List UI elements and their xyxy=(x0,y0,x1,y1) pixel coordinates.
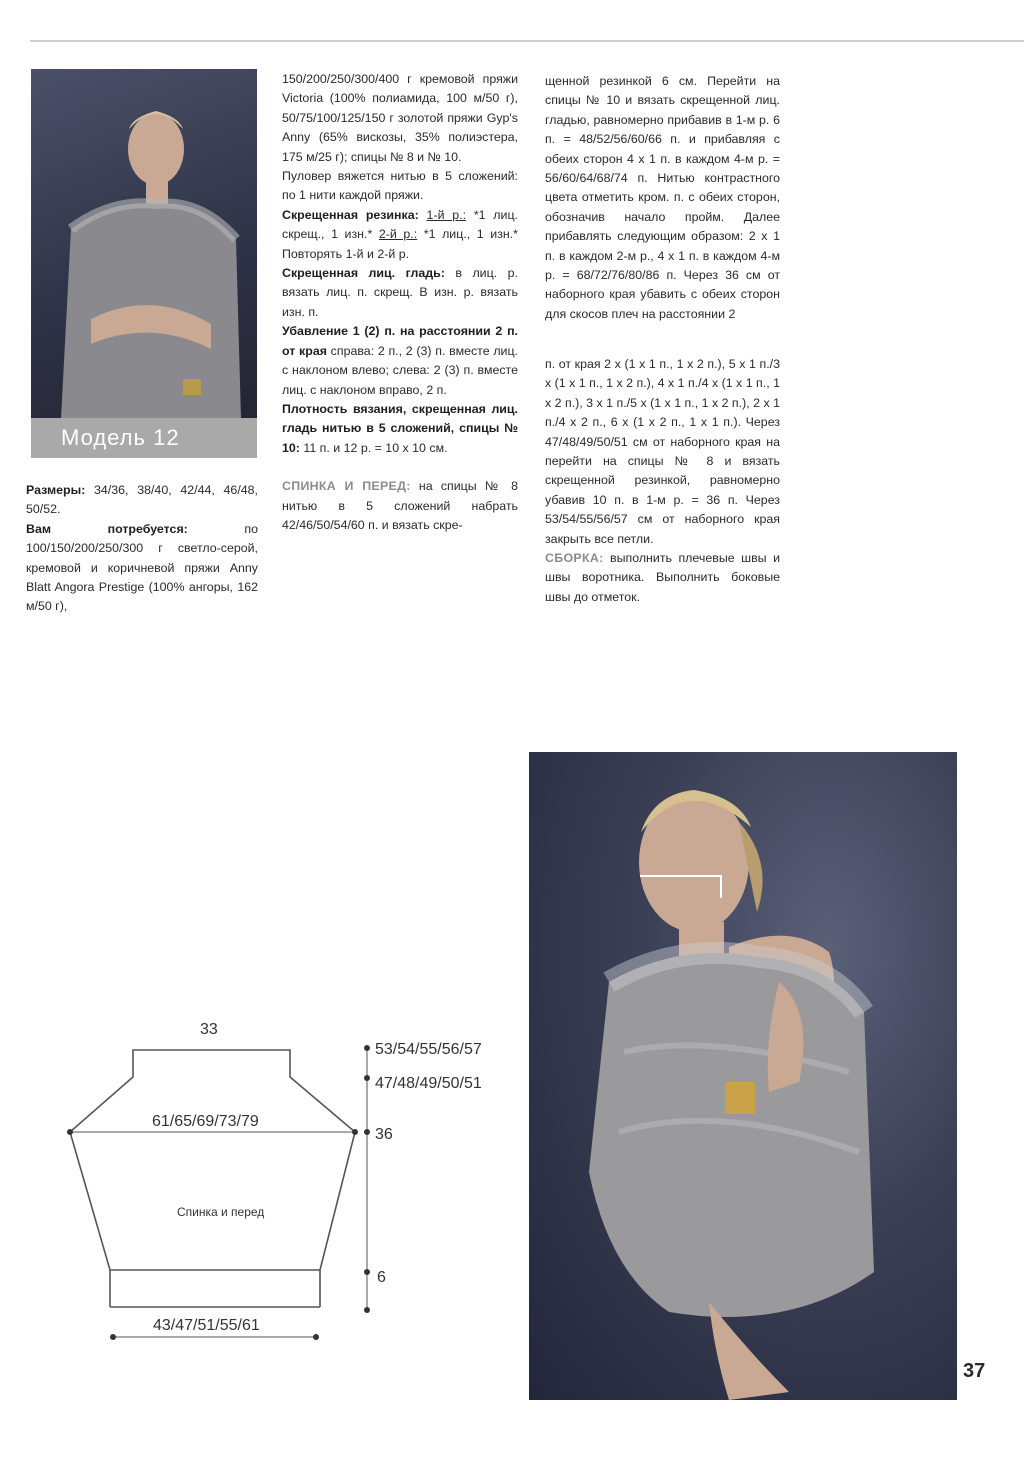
rib-row-1-text: *1 лиц. скрещ., 1 изн.* xyxy=(282,207,518,242)
rib-row-2: 2-й р.: xyxy=(378,227,418,242)
stitch-paragraph xyxy=(282,264,518,322)
schema-height-3: 36 xyxy=(375,1126,393,1143)
stitch-label: Скрещенная лиц. гладь: xyxy=(282,266,445,281)
page-number: 37 xyxy=(963,1360,986,1382)
model-photo-large xyxy=(529,752,957,1400)
sizes-label: Размеры: xyxy=(26,483,86,497)
column-1 xyxy=(26,481,258,617)
gauge-label: Плотность вязания, скрещенная лиц. гладь нитью в 5 сложений, спицы № 10: xyxy=(282,401,518,455)
schema-height-2: 47/48/49/50/51 xyxy=(375,1075,482,1092)
back-front-text: на спицы № 8 нитью в 5 сложений набрать 42/46/50/54/60 п. и вязать скре- xyxy=(282,479,518,532)
stitch-text: в лиц. р. вязать лиц. п. скрещ. В изн. р. вязать изн. п. xyxy=(282,266,518,319)
assembly-paragraph xyxy=(545,549,780,607)
pattern-schema xyxy=(0,1010,520,1350)
decrease-text: справа: 2 п., 2 (3) п. вместе лиц. с наклоном влево; слева: 2 (3) п. вместе лиц. с наклоном вправо, 2 п. xyxy=(282,343,519,397)
sizes-paragraph xyxy=(26,481,258,520)
rib-paragraph xyxy=(282,206,518,264)
schema-height-1: 53/54/55/56/57 xyxy=(375,1041,482,1058)
materials-continued: 150/200/250/300/400 г кремовой пряжи Victoria (100% полиамида, 100 м/50 г), 50/75/100/125/150 г золотой пряжи Gyp's Anny (65% вискозы, 35% полиэстера, 175 м/25 г); спицы № 8 и № 10. xyxy=(282,72,518,164)
schema-mid-width: 61/65/69/73/79 xyxy=(152,1113,259,1130)
rib-row-1: 1-й р.: xyxy=(426,207,467,222)
schema-label: Спинка и перед xyxy=(177,1205,265,1219)
materials-paragraph xyxy=(26,520,258,617)
rib-label: Скрещенная резинка: xyxy=(282,207,419,222)
schema-height-4: 6 xyxy=(377,1269,386,1286)
schema-bottom-width: 43/47/51/55/61 xyxy=(153,1317,260,1334)
back-front-heading: СПИНКА И ПЕРЕД: xyxy=(282,479,411,494)
model-caption: Модель 12 xyxy=(31,418,257,458)
instructions-part-1: щенной резинкой 6 см. Перейти на спицы № 10 и вязать скрещенной лиц. гладью, равномерно прибавив в 1-м р. 6 п. = 48/52/56/60/66 п. и прибавляя с обеих сторон 4 х 1 п. в каждом 4-м р. = 56/60/64/68/74 п. Нитью контрастного цвета отметить кром. п. с обеих сторон, обозначив начало пройм. Далее прибавлять следующим образом: 2 х 1 п. в каждом 2-м р., 4 х 1 п. в каждом 4-м р. = 68/72/76/80/86 п. Через 36 см от наборного края убавить с обеих сторон для скосов плеч на расстоянии 2 xyxy=(545,74,780,321)
instructions-part-2: п. от края 2 х (1 х 1 п., 1 х 2 п.), 5 х 1 п./3 х (1 х 1 п., 1 х 2 п.), 4 х 1 п./4 х (1 х 1 п., 1 х 2 п.), 3 х 1 п./5 х (1 х 1 п., 1 х 2 п.), 2 х 1 п./4 х 2 п., 6 х (1 х 2 п., 1 х 1 п.). Через 47/48/49/50/51 см от наборного края на перейти на спицы № 8 и вязать скрещенной резинкой, равномерно убавив 10 п. в 1-м р. = 36 п. Через 53/54/55/56/57 см от наборного края закрыть все петли. xyxy=(545,357,780,546)
model-figure-large xyxy=(529,752,957,1400)
materials-label: Вам потребуется: xyxy=(26,521,188,536)
column-3-bottom xyxy=(545,355,780,607)
decrease-paragraph xyxy=(282,322,518,400)
schema-top-width: 33 xyxy=(200,1021,218,1038)
materials-text: по 100/150/200/250/300 г светло-серой, кремовой и коричневой пряжи Anny Blatt Angora Prestige (100% ангоры, 162 м/50 г), xyxy=(26,521,259,614)
sizes-text: 34/36, 38/40, 42/44, 46/48, 50/52. xyxy=(26,483,258,517)
model-photo-small xyxy=(31,69,257,458)
model-figure-small xyxy=(51,89,241,419)
top-rule xyxy=(30,40,1024,42)
decrease-label: Убавление 1 (2) п. на расстоянии 2 п. от края xyxy=(282,324,518,358)
back-front-paragraph xyxy=(282,477,518,535)
gauge-paragraph xyxy=(282,400,518,458)
gauge-text: 11 п. и 12 р. = 10 х 10 см. xyxy=(299,440,448,455)
column-2 xyxy=(282,70,518,535)
rib-row-2-text: *1 лиц., 1 изн.* Повторять 1-й и 2-й р. xyxy=(282,227,518,261)
schema-outline xyxy=(70,1050,355,1270)
column-3-top xyxy=(545,72,780,324)
assembly-text: выполнить плечевые швы и швы воротника. Выполнить боковые швы до отметок. xyxy=(545,551,780,604)
yarn-note: Пуловер вяжется нитью в 5 сложений: по 1 нити каждой пряжи. xyxy=(282,169,518,203)
assembly-heading: СБОРКА: xyxy=(545,551,604,566)
